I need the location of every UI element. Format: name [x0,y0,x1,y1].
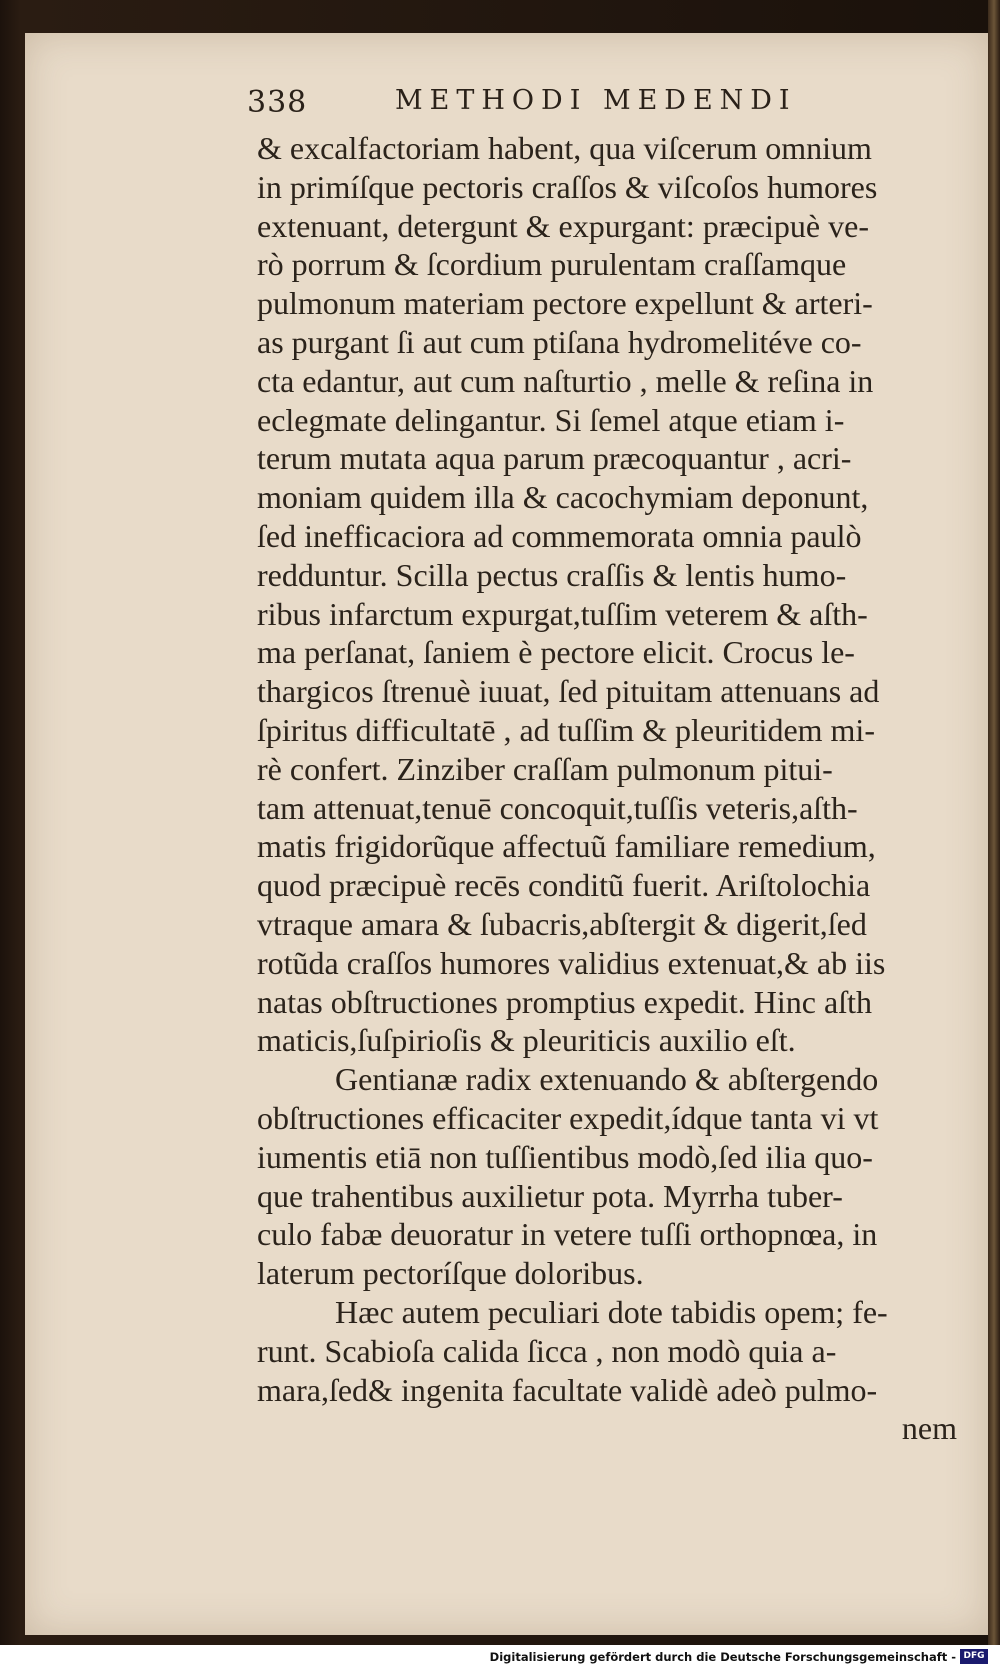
text-line: pulmonum materiam pectore expellunt & arteri- [257,285,873,322]
text-line: rè confert. Zinziber craſſam pulmonum pitui- [257,750,833,787]
text-line: ma perſanat, ſaniem è pectore elicit. Crocus le- [257,634,855,671]
text-line: vtraque amara & ſubacris,abſtergit & digerit,ſed [257,905,867,942]
right-page-edge [988,0,1000,1645]
text-line: matis frigidorũque affectuũ familiare remedium, [257,828,876,865]
text-line: thargicos ſtrenuè iuuat, ſed pituitam attenuans ad [257,673,880,710]
text-line: & excalfactoriam habent, qua viſcerum omnium [257,130,872,166]
footer-bar [0,1645,1000,1670]
dfg-logo: DFG [960,1649,988,1664]
text-line: Gentianæ radix extenuando & abſtergendo [335,1061,879,1098]
text-line: ſed inefficaciora ad commemorata omnia paulò [257,517,862,554]
text-line: eclegmate delingantur. Si ſemel atque etiam i- [257,401,845,438]
text-line: extenuant, detergunt & expurgant: præcipuè ve- [257,207,869,244]
text-line: Hæc autem peculiari dote tabidis opem; fe- [335,1293,888,1330]
text-line: obſtructiones efficaciter expedit,ídque tanta vi vt [257,1099,879,1136]
text-line: culo fabæ deuoratur in vetere tuſſi orthopnœa, in [257,1216,878,1253]
text-line: tam attenuat,tenuē concoquit,tuſſis veteris,aſth- [257,789,858,826]
text-line: ſpiritus difficultatē , ad tuſſim & pleuritidem mi- [257,711,875,748]
text-line: as purgant ſi aut cum ptiſana hydromelitéve co- [257,323,862,360]
text-line: in primíſque pectoris craſſos & viſcoſos humores [257,168,878,205]
text-line: cta edantur, aut cum naſturtio , melle & reſina in [257,362,874,399]
running-head [25,85,988,125]
text-line: natas obſtructiones promptius expedit. Hinc aſth [257,983,872,1020]
text-line: mara,ſed& ingenita facultate validè adeò pulmo- [257,1371,878,1408]
text-line: moniam quidem illa & cacochymiam deponunt, [257,479,869,516]
text-line: nem [901,1410,957,1447]
body-text [257,129,957,1448]
digitization-credit: Digitalisierung gefördert durch die Deutsche Forschungsgemeinschaft - [489,1650,956,1664]
text-line: rò porrum & ſcordium purulentam craſſamque [257,246,847,283]
text-line: laterum pectoríſque doloribus. [257,1255,644,1292]
text-line: iumentis etiā non tuſſientibus modò,ſed ilia quo- [257,1138,873,1175]
text-line: rotũda craſſos humores validius extenuat,& ab iis [257,944,886,981]
book-page [25,33,988,1635]
page-number: 338 [247,85,308,120]
text-line: runt. Scabioſa calida ſicca , non modò quia a- [257,1332,837,1369]
text-line: redduntur. Scilla pectus craſſis & lentis humo- [257,556,847,593]
text-line: ribus infarctum expurgat,tuſſim veterem & aſth- [257,595,868,632]
running-title: METHODI MEDENDI [395,85,797,116]
text-line: maticis,ſuſpirioſis & pleuriticis auxilio eſt. [257,1022,796,1059]
text-line: quod præcipuè recēs conditũ fuerit. Ariſtolochia [257,867,871,904]
text-line: que trahentibus auxilietur pota. Myrrha tuber- [257,1177,843,1214]
text-line: terum mutata aqua parum præcoquantur , acri- [257,440,852,477]
